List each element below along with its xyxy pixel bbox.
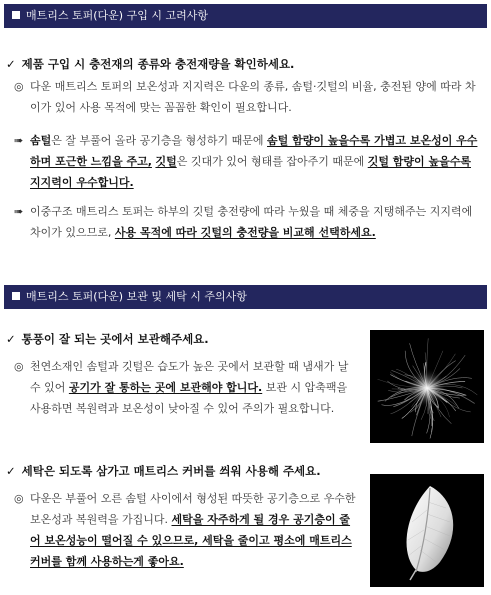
purchase-heading: ✓ 제품 구입 시 충전재의 종류와 충전재량을 확인하세요. [6,57,295,71]
circle-marker-icon: ◎ [14,360,24,373]
storage-paragraph: ◎ 천연소재인 솜털과 깃털은 습도가 높은 곳에서 보관할 때 냄새가 날 수 있어 공기가 잘 통하는 곳에 보관해야 합니다. 보관 시 압축팩을 사용하면 복원력과 보온성이 낮아질 수 있어 주의가 필요합니다. [30,356,360,419]
square-bullet-icon [12,292,20,300]
down-cluster-photo [370,330,484,443]
washing-heading: ✓ 세탁은 되도록 삼가고 매트리스 커버를 씌워 사용해 주세요. [6,464,321,478]
section-header-purchase [4,4,487,28]
bullet-double-layer: ➠ 이중구조 매트리스 토퍼는 하부의 깃털 충전량에 따라 누웠을 때 체중을 지탱해주는 지지력에 차이가 있으므로, 사용 목적에 따라 깃털의 충전량을 비교해 선택하세요. [30,201,484,243]
arrow-bullet-icon: ➠ [14,134,24,147]
checkmark-icon: ✓ [6,464,16,478]
purchase-intro: ◎ 다운 매트리스 토퍼의 보온성과 지지력은 다운의 종류, 솜털·깃털의 비율, 충전된 양에 따라 차이가 있어 사용 목적에 맞는 꼼꼼한 확인이 필요합니다. [30,76,480,118]
bullet-down-feather: ➠ 솜털은 잘 부풀어 올라 공기층을 형성하기 때문에 솜털 함량이 높을수록 가볍고 보온성이 우수하며 포근한 느낌을 주고, 깃털은 깃대가 있어 형태를 잡아주기 때문에 깃털 함량이 높을수록 지지력이 우수합니다. [30,130,484,193]
section-header-care [4,285,487,309]
section-title: 매트리스 토퍼(다운) 보관 및 세탁 시 주의사항 [26,290,247,303]
checkmark-icon: ✓ [6,332,16,346]
feather-photo [370,474,484,587]
section-title: 매트리스 토퍼(다운) 구입 시 고려사항 [26,9,208,22]
checkmark-icon: ✓ [6,57,16,71]
storage-heading: ✓ 통풍이 잘 되는 곳에서 보관해주세요. [6,332,209,346]
square-bullet-icon [12,11,20,19]
circle-marker-icon: ◎ [14,80,24,93]
washing-paragraph: ◎ 다운은 부풀어 오른 솜털 사이에서 형성된 따뜻한 공기층으로 우수한 보온성과 복원력을 가집니다. 세탁을 자주하게 될 경우 공기층이 줄어 보온성능이 떨어질 수 있으므로, 세탁을 줄이고 평소에 매트리스 커버를 함께 사용하는게 좋아요. [30,488,360,572]
arrow-bullet-icon: ➠ [14,205,24,218]
circle-marker-icon: ◎ [14,492,24,505]
